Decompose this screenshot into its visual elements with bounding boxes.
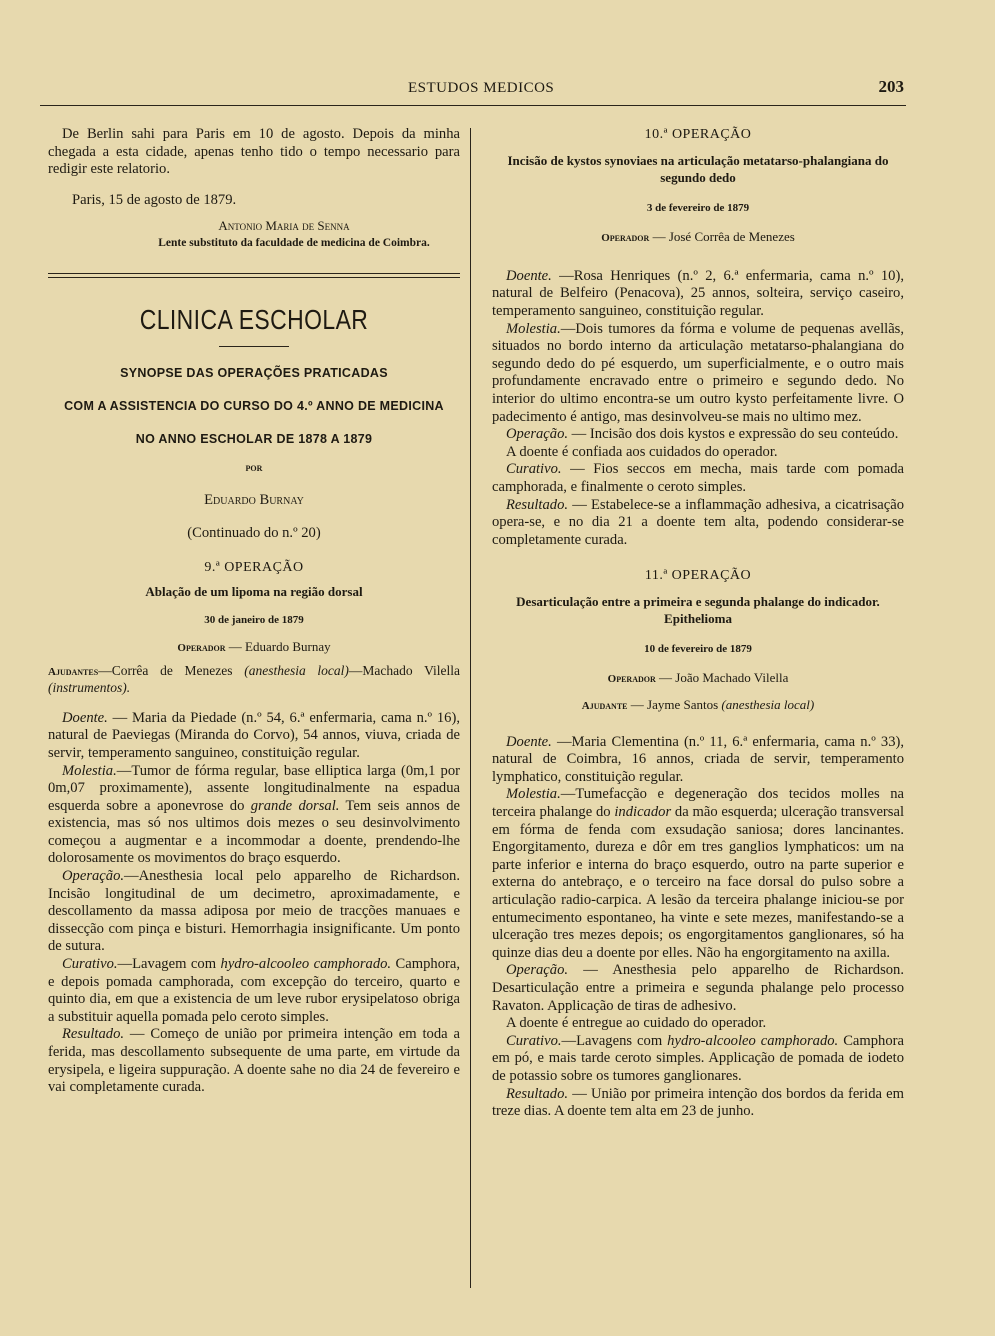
op11-ajudante: Ajudante — Jayme Santos (anesthesia local)	[581, 697, 815, 713]
synopsis-line-3: NO ANNO ESCHOLAR DE 1878 A 1879	[135, 432, 373, 447]
op11-title-1: Desarticulação entre a primeira e segunda phalange do indicador.	[516, 593, 880, 609]
running-title: ESTUDOS MEDICOS	[408, 80, 555, 96]
op9-molestia: Molestia.—Tumor de fórma regular, base elliptica larga (0m,1 por 0m,07 proximamente), assente longitudinalmente na espadua esquerda sobre a aponevrose do grande dorsal. Tem seis annos de existencia, mas só nos ultimos dois mezes o seu desinvolvimento começou a augmentar e a incommodar a doente, prendendo-lhe dolorosamente os movimentos do braço esquerdo.	[48, 762, 460, 867]
op10-title: Incisão de kystos synoviaes na articulação metatarso-phalangiana do segundo dedo	[507, 152, 889, 185]
op9-resultado: Resultado. — Começo de união por primeira intenção em toda a ferida, mas descollamento subsequente de uma parte, em virtude da erysipela, e ligeira suppuração. A doente sahe no dia 24 de fevereiro e vai completamente curada.	[48, 1026, 460, 1096]
op9-ajudantes: Ajudantes—Corrêa de Menezes (anesthesia local)—Machado Vilella (instrumentos).	[48, 662, 460, 695]
op10-note: A doente é confiada aos cuidados do operador.	[506, 443, 778, 460]
op10-curativo: Curativo. — Fios seccos em mecha, mais tarde com pomada camphorada, e finalmente o ceroto simples.	[492, 461, 904, 495]
page-number: 203	[878, 77, 904, 96]
op9-operador: Operador — Eduardo Burnay	[177, 639, 331, 655]
op10-operacao: Operação. — Incisão dos dois kystos e expressão do seu conteúdo.	[506, 426, 899, 443]
op11-date: 10 de fevereiro de 1879	[644, 642, 752, 655]
op9-curativo: Curativo.—Lavagem com hydro-alcooleo camphorado. Camphora, e depois pomada camphorada, com excepção do terceiro, quarto e quinto dia, em que a existencia de um leve rubor erysipelatoso obriga a substituir aquella pomada pelo ceroto simples.	[48, 956, 460, 1025]
title-short-rule	[219, 346, 289, 347]
op11-molestia: Molestia.—Tumefacção e degeneração dos tecidos molles na terceira phalange do indicador da mão esquerda; ulceração transversal em fórma de fenda com exsudação saniosa; dores lancinantes. Engorgitamento, dureza e dôr em tres ganglios lymphaticos: um na parte inferior e interna do braço esquerdo, outro na parte superior e externa do antebraço, e o terceiro na face dorsal do pulso sobre a articulação radio-carpica. A lesão da terceira phalange iniciou-se por entumecimento espontaneo, ha vinte e sete mezes, manifestando-se a ulceração tres mezes depois; os engorgitamentos ganglionares, só ha quinze dias deu a doente por elles. Não ha engorgitamento na axilla.	[492, 786, 905, 961]
page-header	[40, 74, 904, 104]
op11-doente: Doente. —Maria Clementina (n.º 11, 6.ª enfermaria, cama n.º 33), natural de Coimbra, 16 annos, criada de servir, temperamento lymphatico, constituição regular.	[492, 733, 904, 785]
op10-resultado: Resultado. — Estabelece-se a inflammação adhesiva, a cicatrisação opera-se, e no dia 21 a doente tem alta, podendo considerar-se completamente curada.	[492, 496, 904, 548]
op9-date: 30 de janeiro de 1879	[204, 613, 304, 626]
date-line: Paris, 15 de agosto de 1879.	[72, 191, 237, 208]
op11-resultado: Resultado. — União por primeira intenção dos bordos da ferida em treze dias. A doente tem alta em 23 de junho.	[492, 1085, 904, 1120]
op9-operacao: Operação.—Anesthesia local pelo apparelho de Richardson. Incisão longitudinal de um decimetro, aproximadamente, e descollamento da massa adiposa por meio de tracções manuaes e dissecção com pinça e bisturi. Hemorrhagia insignificante. Um ponto de sutura.	[48, 868, 460, 955]
op11-operador: Operador — João Machado Vilella	[607, 670, 789, 686]
author-name: Antonio Maria de Senna	[218, 218, 350, 234]
op10-doente: Doente. —Rosa Henriques (n.º 2, 6.ª enfermaria, cama n.º 10), natural de Belfeiro (Penacova), 25 annos, solteira, serviço caseiro, temperamento sanguineo, constituição regular.	[492, 267, 904, 319]
op10-molestia: Molestia.—Dois tumores da fórma e volume de pequenas avellãs, situados no bordo interno da articulação metatarso-phalangiana do segundo dedo do pé esquerdo, um superficialmente, e o outro mais profundamente encravado entre o primeiro e segundo dedo. No interior do ultimo encontra-se um outro kysto perfeitamente livre. O padecimento é antigo, mas desinvolveu-se mais no ultimo mez.	[492, 320, 904, 425]
section-title: CLINICA ESCHOLAR	[139, 303, 369, 335]
op11-number: 11.ª OPERAÇÃO	[644, 568, 752, 584]
left-column	[48, 126, 460, 1097]
column-divider	[470, 128, 471, 1288]
synopsis-line-2: COM A ASSISTENCIA DO CURSO DO 4.º ANNO DE MEDICINA	[64, 399, 444, 414]
op11-title-2: Epithelioma	[664, 610, 732, 626]
intro-paragraph: De Berlin sahi para Paris em 10 de agosto. Depois da minha chegada a esta cidade, apenas tenho tido o tempo necessario para redigir este relatorio.	[48, 126, 460, 178]
op9-number: 9.ª OPERAÇÃO	[204, 559, 304, 575]
op9-doente: Doente. — Maria da Piedade (n.º 54, 6.ª enfermaria, cama n.º 16), natural de Paeviegas (Miranda do Corvo), 54 annos, viuva, criada de servir, temperamento sanguineo, constituição regular.	[48, 709, 460, 761]
synopsis-line-1: SYNOPSE DAS OPERAÇÕES PRATICADAS	[120, 366, 388, 381]
op10-date: 3 de fevereiro de 1879	[646, 201, 750, 214]
op10-number: 10.ª OPERAÇÃO	[644, 127, 752, 142]
author-role: Lente substituto da faculdade de medicina de Coimbra.	[158, 236, 430, 249]
op11-note: A doente é entregue ao cuidado do operador.	[506, 1015, 767, 1032]
op10-operador: Operador — José Corrêa de Menezes	[601, 229, 795, 245]
header-rule	[40, 105, 906, 106]
continued-note: (Continuado do n.º 20)	[187, 525, 321, 542]
por-label: POR	[245, 464, 263, 474]
byline: Eduardo Burnay	[204, 491, 304, 508]
op11-operacao: Operação. — Anesthesia pelo apparelho de Richardson. Desarticulação entre a primeira e segunda phalange pelo processo Ravaton. Applicação de tiras de adhesivo.	[492, 962, 904, 1014]
op11-curativo: Curativo.—Lavagens com hydro-alcooleo camphorado. Camphora em pó, e mais tarde ceroto simples. Applicação de pomada de iodeto de potassio sobre os tumores ganglionares.	[492, 1032, 904, 1084]
op9-title: Ablação de um lipoma na região dorsal	[145, 583, 363, 599]
right-column	[492, 126, 904, 1121]
section-double-rule	[48, 273, 460, 278]
